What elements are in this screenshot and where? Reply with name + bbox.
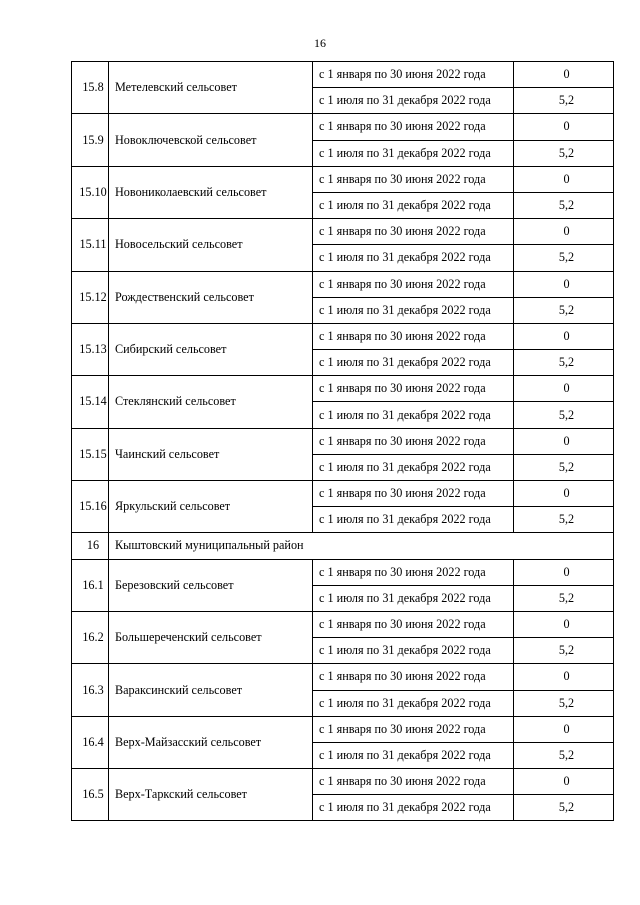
table-row [72, 664, 614, 690]
period-cell: с 1 июля по 31 декабря 2022 года [313, 742, 514, 768]
table-row [72, 62, 614, 88]
municipality-name: Вараксинский сельсовет [109, 664, 313, 716]
municipality-name: Стеклянский сельсовет [109, 376, 313, 428]
table-row [72, 376, 614, 402]
municipality-name: Яркульский сельсовет [109, 481, 313, 533]
page-number: 16 [314, 36, 326, 50]
period-cell: с 1 июля по 31 декабря 2022 года [313, 507, 514, 533]
period-cell: с 1 января по 30 июня 2022 года [313, 664, 514, 690]
value-cell: 5,2 [514, 140, 614, 166]
table-row [72, 481, 614, 507]
value-cell: 5,2 [514, 585, 614, 611]
value-cell: 0 [514, 664, 614, 690]
period-cell: с 1 января по 30 июня 2022 года [313, 481, 514, 507]
period-cell: с 1 июля по 31 декабря 2022 года [313, 454, 514, 480]
table-row [72, 428, 614, 454]
municipality-name: Метелевский сельсовет [109, 62, 313, 114]
municipality-name: Верх-Майзасский сельсовет [109, 716, 313, 768]
table-row [72, 114, 614, 140]
district-name: Кыштовский муниципальный район [109, 533, 614, 559]
period-cell: с 1 июля по 31 декабря 2022 года [313, 638, 514, 664]
period-cell: с 1 января по 30 июня 2022 года [313, 323, 514, 349]
row-number: 16.2 [72, 611, 109, 663]
period-cell: с 1 января по 30 июня 2022 года [313, 716, 514, 742]
row-number: 15.13 [72, 323, 109, 375]
period-cell: с 1 января по 30 июня 2022 года [313, 611, 514, 637]
row-number: 15.11 [72, 219, 109, 271]
value-cell: 5,2 [514, 350, 614, 376]
value-cell: 5,2 [514, 690, 614, 716]
value-cell: 5,2 [514, 795, 614, 821]
table-row [72, 611, 614, 637]
period-cell: с 1 июля по 31 декабря 2022 года [313, 690, 514, 716]
period-cell: с 1 июля по 31 декабря 2022 года [313, 245, 514, 271]
value-cell: 5,2 [514, 402, 614, 428]
row-number: 15.15 [72, 428, 109, 480]
value-cell: 0 [514, 559, 614, 585]
municipality-name: Большереченский сельсовет [109, 611, 313, 663]
period-cell: с 1 июля по 31 декабря 2022 года [313, 402, 514, 428]
row-number: 15.8 [72, 62, 109, 114]
row-number: 16.5 [72, 769, 109, 821]
district-row [72, 533, 614, 559]
row-number: 16.4 [72, 716, 109, 768]
table-row [72, 716, 614, 742]
value-cell: 0 [514, 611, 614, 637]
municipality-name: Верх-Таркский сельсовет [109, 769, 313, 821]
value-cell: 5,2 [514, 638, 614, 664]
row-number: 16.3 [72, 664, 109, 716]
data-table [71, 61, 614, 821]
period-cell: с 1 июля по 31 декабря 2022 года [313, 192, 514, 218]
municipality-name: Новоключевской сельсовет [109, 114, 313, 166]
value-cell: 5,2 [514, 507, 614, 533]
period-cell: с 1 июля по 31 декабря 2022 года [313, 140, 514, 166]
period-cell: с 1 января по 30 июня 2022 года [313, 559, 514, 585]
period-cell: с 1 июля по 31 декабря 2022 года [313, 350, 514, 376]
period-cell: с 1 января по 30 июня 2022 года [313, 769, 514, 795]
period-cell: с 1 июля по 31 декабря 2022 года [313, 795, 514, 821]
table-row [72, 769, 614, 795]
municipality-name: Новосельский сельсовет [109, 219, 313, 271]
municipality-name: Рождественский сельсовет [109, 271, 313, 323]
period-cell: с 1 января по 30 июня 2022 года [313, 62, 514, 88]
table-row [72, 559, 614, 585]
value-cell: 5,2 [514, 88, 614, 114]
value-cell: 0 [514, 376, 614, 402]
value-cell: 0 [514, 428, 614, 454]
value-cell: 0 [514, 166, 614, 192]
period-cell: с 1 июля по 31 декабря 2022 года [313, 585, 514, 611]
district-number: 16 [72, 533, 109, 559]
row-number: 15.10 [72, 166, 109, 218]
table-body [72, 62, 614, 821]
period-cell: с 1 января по 30 июня 2022 года [313, 428, 514, 454]
municipality-name: Сибирский сельсовет [109, 323, 313, 375]
row-number: 16.1 [72, 559, 109, 611]
value-cell: 5,2 [514, 297, 614, 323]
table-row [72, 323, 614, 349]
municipality-name: Березовский сельсовет [109, 559, 313, 611]
table-row [72, 271, 614, 297]
value-cell: 5,2 [514, 454, 614, 480]
period-cell: с 1 января по 30 июня 2022 года [313, 219, 514, 245]
municipality-name: Чаинский сельсовет [109, 428, 313, 480]
value-cell: 0 [514, 62, 614, 88]
value-cell: 0 [514, 219, 614, 245]
value-cell: 0 [514, 769, 614, 795]
value-cell: 0 [514, 481, 614, 507]
row-number: 15.12 [72, 271, 109, 323]
table-row [72, 219, 614, 245]
period-cell: с 1 января по 30 июня 2022 года [313, 166, 514, 192]
row-number: 15.9 [72, 114, 109, 166]
period-cell: с 1 июля по 31 декабря 2022 года [313, 88, 514, 114]
period-cell: с 1 января по 30 июня 2022 года [313, 271, 514, 297]
period-cell: с 1 июля по 31 декабря 2022 года [313, 297, 514, 323]
value-cell: 0 [514, 271, 614, 297]
row-number: 15.14 [72, 376, 109, 428]
value-cell: 0 [514, 323, 614, 349]
value-cell: 5,2 [514, 192, 614, 218]
row-number: 15.16 [72, 481, 109, 533]
value-cell: 5,2 [514, 742, 614, 768]
value-cell: 0 [514, 716, 614, 742]
value-cell: 5,2 [514, 245, 614, 271]
table-row [72, 166, 614, 192]
period-cell: с 1 января по 30 июня 2022 года [313, 376, 514, 402]
municipality-name: Новониколаевский сельсовет [109, 166, 313, 218]
value-cell: 0 [514, 114, 614, 140]
period-cell: с 1 января по 30 июня 2022 года [313, 114, 514, 140]
